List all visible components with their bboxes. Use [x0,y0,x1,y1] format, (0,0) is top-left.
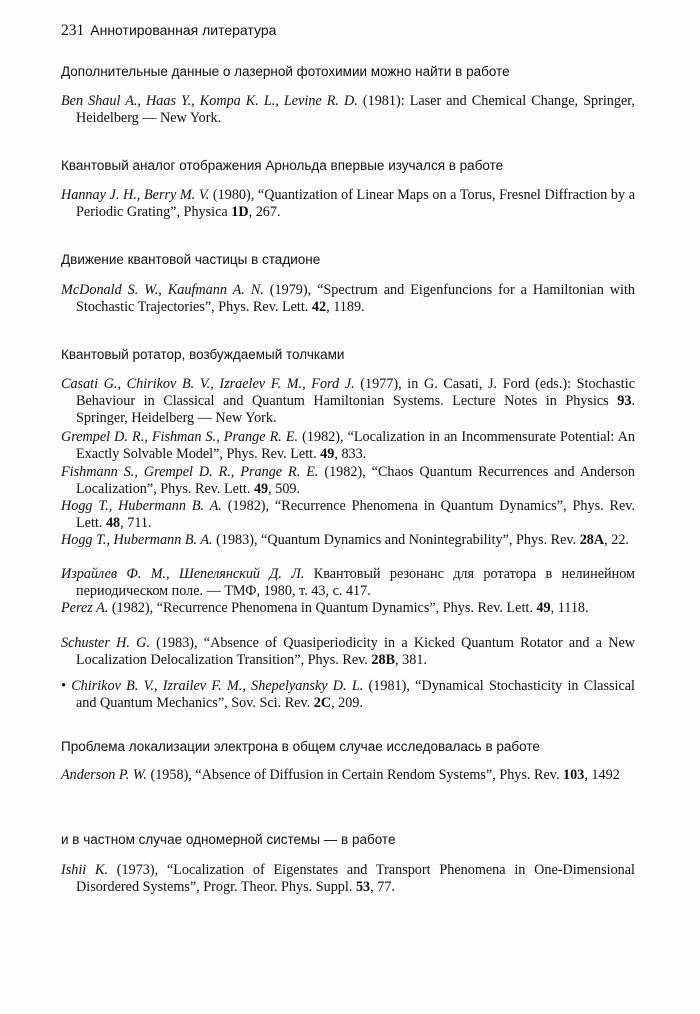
reference-entry [61,635,635,669]
ref-tail: , 381. [395,652,427,668]
ref-tail: , 1118. [550,600,589,616]
reference-entry [61,600,635,617]
ref-volume: 49 [320,446,335,462]
ref-authors: Anderson P. W. [61,767,147,783]
ref-text: Квантовый резонанс для ротатора в нелинейном периодическом поле. — ТМФ, 1980, т. 43, с. 417. [76,566,635,599]
page-number: 231 [61,22,85,39]
ref-tail: , 267. [248,204,281,220]
reference-entry [61,566,635,600]
ref-tail: , 77. [370,879,395,895]
ref-authors: Schuster H. G. [61,635,150,651]
ref-tail: , 509. [268,481,301,497]
ref-authors: Casati G., Chirikov B. V., Izraelev F. M., Ford J. [61,376,355,392]
ref-authors: Ishii K. [61,862,109,878]
ref-text: (1982), “Recurrence Phenomena in Quantum Dynamics”, Phys. Rev. Lett. [76,498,635,531]
ref-authors: • Chirikov B. V., Izrailev F. M., Shepelyansky D. L. [61,678,364,694]
reference-entry [61,532,635,549]
ref-text: (1981): Laser and Chemical Change, Springer, Heidelberg — New York. [76,93,635,126]
ref-authors: Perez A. [61,600,109,616]
ref-text: (1982), “Localization in an Incommensurate Potential: An Exactly Solvable Model”, Phys. Rev. Lett. [76,429,635,462]
ref-authors: Grempel D. R., Fishman S., Prange R. E. [61,429,299,445]
ref-tail: , 1189. [326,299,365,315]
section-intro: Движение квантовой частицы в стадионе [61,252,321,267]
ref-volume: 48 [105,515,121,531]
ref-text: (1979), “Spectrum and Eigenfuncions for a Hamiltonian with Stochastic Trajectories”, Phys. Rev. Lett. [76,282,635,315]
ref-volume: 49 [536,600,551,616]
reference-entry [61,282,635,316]
reference-entry [61,464,635,498]
section-intro: и в частном случае одномерной системы — в работе [61,832,396,847]
ref-text: (1982), “Chaos Quantum Recurrences and Anderson Localization”, Phys. Rev. Lett. [76,464,635,497]
ref-text: (1958), “Absence of Diffusion in Certain Rendom Systems”, Phys. Rev. [146,767,564,783]
ref-volume: 103 [563,767,585,783]
ref-text: (1973), “Localization of Eigenstates and Transport Phenomena in One-Dimensional Disordered Systems”, Progr. Theor. Phys. Suppl. [76,862,635,895]
ref-volume: 93 [617,393,632,409]
section-intro: Квантовый аналог отображения Арнольда впервые изучался в работе [61,158,504,173]
reference-entry [61,376,635,427]
ref-authors: Hannay J. H., Berry M. V. [61,187,210,203]
reference-entry [61,187,635,221]
ref-tail: , 833. [334,446,367,462]
ref-authors: Hogg T., Hubermann B. A. [61,498,222,514]
ref-text: (1981), “Dynamical Stochasticity in Classical and Quantum Mechanics”, Sov. Sci. Rev. [76,678,635,711]
section-intro: Дополнительные данные о лазерной фотохимии можно найти в работе [61,64,510,79]
ref-authors: Fishmann S., Grempel D. R., Prange R. E. [61,464,319,480]
reference-entry [61,498,635,532]
ref-text: (1983), “Absence of Quasiperiodicity in a Kicked Quantum Rotator and a New Localization Delocalization Transition”, Phys. Rev. [76,635,635,668]
section-intro: Проблема локализации электрона в общем случае исследовалась в работе [61,739,540,754]
ref-authors: McDonald S. W., Kaufmann A. N. [61,282,264,298]
ref-volume: 53 [355,879,371,895]
ref-tail: , 1492 [584,767,620,783]
ref-text: (1983), “Quantum Dynamics and Nonintegrability”, Phys. Rev. [212,532,580,548]
reference-entry [61,862,635,896]
ref-text: (1980), “Quantization of Linear Maps on a Torus, Fresnel Diffraction by a Periodic Grating”, Physica [76,187,635,220]
ref-volume: 2C [313,695,332,711]
reference-entry [61,767,635,784]
ref-authors: Ben Shaul A., Haas Y., Kompa K. L., Levine R. D. [61,93,358,109]
ref-tail: . Springer, Heidelberg — New York. [76,393,635,426]
ref-tail: , 22. [604,532,629,548]
section-intro: Квантовый ротатор, возбуждаемый толчками [61,347,345,362]
ref-volume: 49 [253,481,269,497]
ref-volume: 28A [579,532,605,548]
running-title: Аннотированная литература [90,22,277,38]
running-header [61,22,276,40]
ref-volume: 28B [371,652,396,668]
reference-entry [61,678,635,712]
reference-entry [61,93,635,127]
ref-tail: , 209. [331,695,363,711]
ref-volume: 42 [311,299,327,315]
ref-tail: , 711. [120,515,152,531]
ref-text: (1982), “Recurrence Phenomena in Quantum Dynamics”, Phys. Rev. Lett. [108,600,537,616]
ref-authors: Израйлев Ф. М., Шепелянский Д. Л. [61,566,305,582]
reference-entry [61,429,635,463]
ref-volume: 1D [231,204,249,220]
ref-authors: Hogg T., Hubermann B. A. [61,532,213,548]
ref-text: (1977), in G. Casati, J. Ford (eds.): Stochastic Behaviour in Classical and Quantum Hamiltonian Systems. Lecture Notes in Physics [76,376,635,409]
